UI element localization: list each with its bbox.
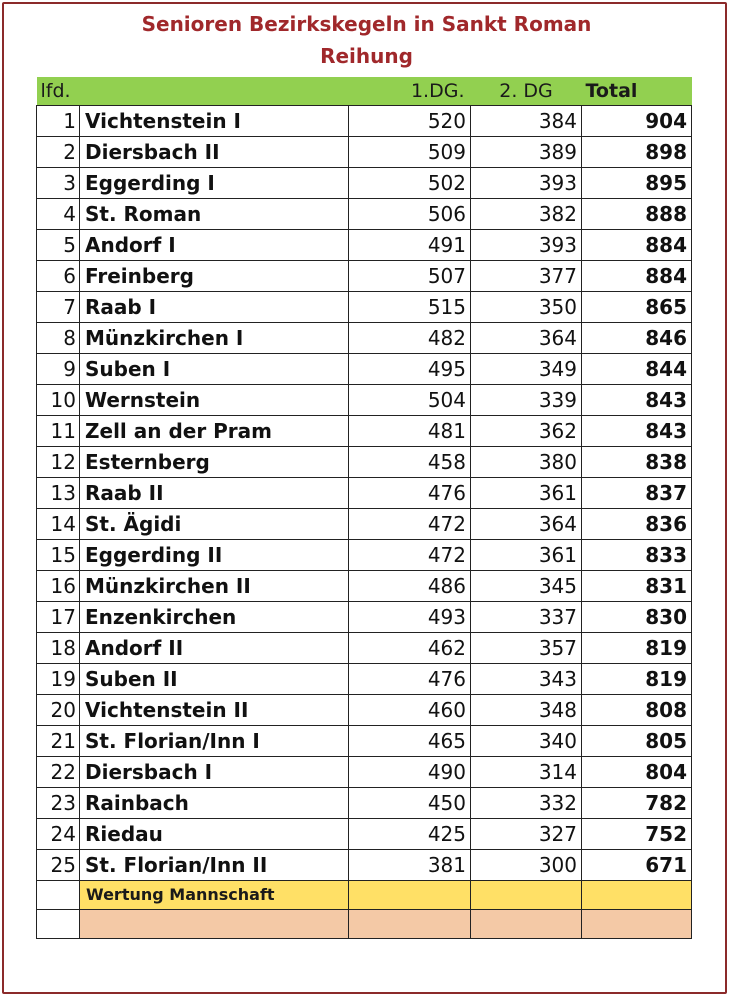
dg2-score-cell: 343	[471, 663, 582, 694]
rank-cell: 8	[37, 322, 80, 353]
dg1-score-cell: 490	[349, 756, 471, 787]
team-name-cell: Münzkirchen I	[80, 322, 349, 353]
dg2-score-cell: 337	[471, 601, 582, 632]
footer-label: Wertung Mannschaft	[80, 880, 349, 909]
dg1-score-cell: 502	[349, 167, 471, 198]
dg1-score-cell: 450	[349, 787, 471, 818]
dg2-score-cell: 327	[471, 818, 582, 849]
team-name-cell: St. Roman	[80, 198, 349, 229]
total-score-cell: 831	[582, 570, 692, 601]
ranking-body	[37, 105, 692, 880]
dg2-score-cell: 300	[471, 849, 582, 880]
table-row	[37, 260, 692, 291]
dg2-score-cell: 332	[471, 787, 582, 818]
table-row	[37, 198, 692, 229]
dg1-score-cell: 476	[349, 663, 471, 694]
rank-cell: 15	[37, 539, 80, 570]
dg2-score-cell: 377	[471, 260, 582, 291]
rank-cell: 11	[37, 415, 80, 446]
team-name-cell: Suben II	[80, 663, 349, 694]
footer-cell	[582, 880, 692, 909]
total-score-cell: 819	[582, 632, 692, 663]
page-title: Senioren Bezirkskegeln in Sankt Roman	[141, 12, 592, 36]
col-header-nr: lfd.	[40, 79, 71, 102]
rank-cell: 13	[37, 477, 80, 508]
team-name-cell: Eggerding II	[80, 539, 349, 570]
dg1-score-cell: 486	[349, 570, 471, 601]
rank-cell: 14	[37, 508, 80, 539]
total-score-cell: 898	[582, 136, 692, 167]
dg2-score-cell: 393	[471, 167, 582, 198]
total-score-cell: 884	[582, 260, 692, 291]
footer-cell-blank	[37, 880, 80, 909]
total-score-cell: 671	[582, 849, 692, 880]
dg1-score-cell: 460	[349, 694, 471, 725]
team-name-cell: Diersbach I	[80, 756, 349, 787]
total-score-cell: 838	[582, 446, 692, 477]
dg1-score-cell: 465	[349, 725, 471, 756]
total-score-cell: 843	[582, 415, 692, 446]
total-score-cell: 782	[582, 787, 692, 818]
dg2-score-cell: 339	[471, 384, 582, 415]
rank-cell: 12	[37, 446, 80, 477]
total-score-cell: 833	[582, 539, 692, 570]
rank-cell: 16	[37, 570, 80, 601]
dg2-score-cell: 345	[471, 570, 582, 601]
rank-cell: 7	[37, 291, 80, 322]
team-name-cell: Wernstein	[80, 384, 349, 415]
total-score-cell: 752	[582, 818, 692, 849]
dg2-score-cell: 384	[471, 105, 582, 136]
dg2-score-cell: 364	[471, 508, 582, 539]
table-row	[37, 353, 692, 384]
footer-cell	[471, 909, 582, 938]
total-score-cell: 888	[582, 198, 692, 229]
dg1-score-cell: 520	[349, 105, 471, 136]
team-name-cell: Münzkirchen II	[80, 570, 349, 601]
team-name-cell: Raab II	[80, 477, 349, 508]
table-row	[37, 787, 692, 818]
dg1-score-cell: 491	[349, 229, 471, 260]
header-row	[37, 77, 692, 105]
footer-cell	[80, 909, 349, 938]
table-row	[37, 167, 692, 198]
table-row	[37, 384, 692, 415]
table-row	[37, 322, 692, 353]
dg1-score-cell: 507	[349, 260, 471, 291]
dg1-score-cell: 458	[349, 446, 471, 477]
total-score-cell: 804	[582, 756, 692, 787]
col-header-dg2: 2. DG	[499, 79, 553, 102]
rank-cell: 4	[37, 198, 80, 229]
dg2-score-cell: 380	[471, 446, 582, 477]
team-name-cell: Andorf II	[80, 632, 349, 663]
team-name-cell: Vichtenstein I	[80, 105, 349, 136]
dg1-score-cell: 515	[349, 291, 471, 322]
total-score-cell: 904	[582, 105, 692, 136]
footer-cell	[582, 909, 692, 938]
table-row	[37, 818, 692, 849]
total-score-cell: 805	[582, 725, 692, 756]
team-name-cell: Freinberg	[80, 260, 349, 291]
dg1-score-cell: 504	[349, 384, 471, 415]
dg1-score-cell: 495	[349, 353, 471, 384]
team-name-cell: St. Ägidi	[80, 508, 349, 539]
table-row	[37, 508, 692, 539]
team-name-cell: Diersbach II	[80, 136, 349, 167]
dg2-score-cell: 361	[471, 539, 582, 570]
rank-cell: 5	[37, 229, 80, 260]
total-score-cell: 808	[582, 694, 692, 725]
rank-cell: 3	[37, 167, 80, 198]
table-row	[37, 756, 692, 787]
dg1-score-cell: 472	[349, 508, 471, 539]
rank-cell: 20	[37, 694, 80, 725]
total-score-cell: 844	[582, 353, 692, 384]
table-row	[37, 136, 692, 167]
total-score-cell: 819	[582, 663, 692, 694]
dg2-score-cell: 393	[471, 229, 582, 260]
col-header-total: Total	[585, 79, 638, 102]
rank-cell: 1	[37, 105, 80, 136]
rank-cell: 24	[37, 818, 80, 849]
footer-cell	[349, 909, 471, 938]
dg1-score-cell: 462	[349, 632, 471, 663]
dg2-score-cell: 361	[471, 477, 582, 508]
dg2-score-cell: 382	[471, 198, 582, 229]
rank-cell: 6	[37, 260, 80, 291]
table-row	[37, 446, 692, 477]
rank-cell: 9	[37, 353, 80, 384]
team-name-cell: Rainbach	[80, 787, 349, 818]
table-row	[37, 663, 692, 694]
rank-cell: 21	[37, 725, 80, 756]
dg2-score-cell: 389	[471, 136, 582, 167]
dg1-score-cell: 509	[349, 136, 471, 167]
rank-cell: 19	[37, 663, 80, 694]
dg2-score-cell: 340	[471, 725, 582, 756]
team-name-cell: Eggerding I	[80, 167, 349, 198]
rank-cell: 10	[37, 384, 80, 415]
ranking-table	[36, 77, 692, 939]
table-row	[37, 570, 692, 601]
footer-cell	[349, 880, 471, 909]
page-subtitle: Reihung	[320, 44, 413, 68]
dg1-score-cell: 506	[349, 198, 471, 229]
col-header-dg1: 1.DG.	[410, 79, 465, 102]
dg2-score-cell: 314	[471, 756, 582, 787]
table-row	[37, 632, 692, 663]
total-score-cell: 837	[582, 477, 692, 508]
team-name-cell: Zell an der Pram	[80, 415, 349, 446]
team-name-cell: St. Florian/Inn I	[80, 725, 349, 756]
rank-cell: 22	[37, 756, 80, 787]
total-score-cell: 843	[582, 384, 692, 415]
dg1-score-cell: 482	[349, 322, 471, 353]
team-name-cell: Esternberg	[80, 446, 349, 477]
team-name-cell: St. Florian/Inn II	[80, 849, 349, 880]
dg1-score-cell: 481	[349, 415, 471, 446]
table-row	[37, 229, 692, 260]
total-score-cell: 830	[582, 601, 692, 632]
total-score-cell: 836	[582, 508, 692, 539]
dg2-score-cell: 350	[471, 291, 582, 322]
dg1-score-cell: 476	[349, 477, 471, 508]
rank-cell: 23	[37, 787, 80, 818]
table-row	[37, 105, 692, 136]
total-score-cell: 884	[582, 229, 692, 260]
rank-cell: 17	[37, 601, 80, 632]
team-name-cell: Riedau	[80, 818, 349, 849]
team-name-cell: Suben I	[80, 353, 349, 384]
dg1-score-cell: 472	[349, 539, 471, 570]
dg1-score-cell: 425	[349, 818, 471, 849]
rank-cell: 18	[37, 632, 80, 663]
dg2-score-cell: 349	[471, 353, 582, 384]
table-row	[37, 601, 692, 632]
total-score-cell: 865	[582, 291, 692, 322]
footer-cell	[471, 880, 582, 909]
footer-cell-blank	[37, 909, 80, 938]
dg2-score-cell: 357	[471, 632, 582, 663]
total-score-cell: 846	[582, 322, 692, 353]
dg2-score-cell: 362	[471, 415, 582, 446]
team-name-cell: Raab I	[80, 291, 349, 322]
total-score-cell: 895	[582, 167, 692, 198]
footer-row-rating	[37, 880, 692, 909]
dg2-score-cell: 364	[471, 322, 582, 353]
team-name-cell: Vichtenstein II	[80, 694, 349, 725]
table-row	[37, 694, 692, 725]
table-row	[37, 477, 692, 508]
table-row	[37, 415, 692, 446]
footer-row-empty	[37, 909, 692, 938]
team-name-cell: Andorf I	[80, 229, 349, 260]
col-header-team	[80, 77, 349, 105]
dg2-score-cell: 348	[471, 694, 582, 725]
dg1-score-cell: 493	[349, 601, 471, 632]
rank-cell: 25	[37, 849, 80, 880]
dg1-score-cell: 381	[349, 849, 471, 880]
table-row	[37, 849, 692, 880]
table-row	[37, 725, 692, 756]
team-name-cell: Enzenkirchen	[80, 601, 349, 632]
rank-cell: 2	[37, 136, 80, 167]
table-row	[37, 291, 692, 322]
table-row	[37, 539, 692, 570]
